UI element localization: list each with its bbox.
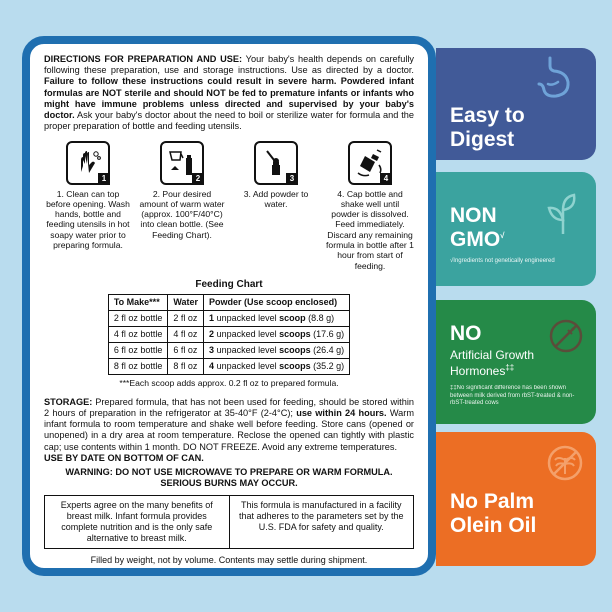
- no-palm-leaf-icon: [546, 444, 584, 482]
- info-boxes: [44, 495, 414, 549]
- scoop-desc: unpacked level: [214, 361, 280, 372]
- directions-paragraph: [44, 54, 414, 133]
- make-cell: 8 fl oz bottle: [108, 359, 168, 375]
- badge-title: No Palm: [450, 490, 535, 513]
- storage-text: Prepared formula, that has not been used for feeding, should be stored within 2 hours of preparation in the refrigerator at 35-40°F (2-4°C);: [44, 396, 414, 418]
- storage-text-2: Warm infant formula to room temperature and shake well before feeding. Store cans (opened or unopened) in a dry area at room temperature. Reclose the opened can tightly with plastic cap; use contents within 1 month. DO NOT FREEZE. Avoid any extreme temperatures.: [44, 407, 414, 452]
- scoop-desc: unpacked level: [214, 329, 280, 340]
- table-header-row: [108, 295, 349, 311]
- directions-text-2: Ask your baby's doctor about the need to boil or sterilize water for formula and the proper preparation of bottle and feeding utensils.: [44, 110, 414, 132]
- easy-to-digest-badge: [436, 48, 596, 160]
- step-text: 1. Clean can top before opening. Wash hands, bottle and feeding utensils in hot soapy water prior to preparing formula.: [46, 188, 130, 251]
- filled-by-weight-note: Filled by weight, not by volume. Contents may settle during shipment.: [90, 555, 368, 566]
- badge-title: NO: [450, 322, 482, 345]
- microwave-warning: [44, 467, 414, 489]
- warning-line: WARNING: DO NOT USE MICROWAVE TO PREPARE OR WARM FORMULA.: [65, 467, 393, 478]
- scoop-amount: (8.8 g): [305, 313, 335, 324]
- badge-title: Olein Oil: [450, 514, 537, 538]
- badge-footnote: ‡‡No significant difference has been shown between milk derived from rbST-treated & non-rbST-treated cows: [450, 385, 575, 407]
- storage-paragraph: [44, 397, 414, 453]
- step-text: 4. Cap bottle and shake well until powder is dissolved. Feed immediately. Discard any remaining formula in bottle after 1 hour from start of feeding.: [326, 188, 414, 271]
- powder-cell: [204, 327, 350, 343]
- scoop-amount: (17.6 g): [310, 329, 345, 340]
- add-powder-icon: [254, 141, 298, 185]
- scoop-desc: unpacked level: [214, 313, 280, 324]
- column-header: To Make***: [108, 295, 168, 311]
- step-text: 2. Pour desired amount of warm water (approx. 100°F/40°C) into clean bottle. (See Feeding Chart).: [139, 188, 225, 240]
- make-cell: 4 fl oz bottle: [108, 327, 168, 343]
- no-hormones-badge: [436, 300, 596, 424]
- badge-title: GMO: [450, 228, 501, 252]
- directions-heading: DIRECTIONS FOR PREPARATION AND USE:: [44, 54, 243, 64]
- badge-title: Digest: [450, 128, 515, 152]
- table-row: [108, 359, 349, 375]
- preparation-steps: [44, 141, 414, 272]
- table-row: [108, 327, 349, 343]
- step-number: 2: [192, 173, 204, 185]
- use-by-note: USE BY DATE ON BOTTOM OF CAN.: [44, 452, 204, 463]
- scoop-unit: scoops: [279, 329, 311, 340]
- footnote-mark: √: [500, 231, 505, 241]
- scoop-amount: (35.2 g): [310, 361, 345, 372]
- step-number: 3: [286, 173, 298, 185]
- scoop-unit: scoop: [279, 313, 306, 324]
- hand-wash-icon: [66, 141, 110, 185]
- step-number: 1: [98, 173, 110, 185]
- table-row: [108, 311, 349, 327]
- badge-title: NON: [450, 204, 497, 227]
- scoop-amount: (26.4 g): [310, 345, 345, 356]
- water-cell: 8 fl oz: [168, 359, 204, 375]
- spanish-instructions: [44, 567, 414, 576]
- powder-cell: [204, 359, 350, 375]
- scoop-count: 4: [209, 361, 215, 372]
- table-row: [108, 343, 349, 359]
- scoop-count: 2: [209, 329, 215, 340]
- step-3: [232, 141, 320, 272]
- badge-title: Easy to: [450, 104, 525, 127]
- step-text: 3. Add powder to water.: [243, 188, 309, 209]
- stomach-icon: [536, 56, 576, 100]
- spanish-instructions-text: Spanish Instructions: www.storebrandformula.com/espanol/Z97: [111, 567, 364, 576]
- footnote-mark: ‡‡: [505, 363, 515, 373]
- column-header: Powder (Use scoop enclosed): [204, 295, 350, 311]
- no-palm-olein-badge: [436, 432, 596, 566]
- step-1: [44, 141, 132, 272]
- badge-subtitle: Artificial Growth Hormones: [450, 348, 535, 379]
- feeding-chart-table: [108, 294, 350, 375]
- scoop-count: 1: [209, 313, 215, 324]
- breast-milk-box: Experts agree on the many benefits of breast milk. Infant formula provides complete nutrition and is the only safe alternative to breast milk.: [60, 500, 213, 544]
- leaf-sprout-icon: [544, 192, 582, 236]
- water-cell: 2 fl oz: [168, 311, 204, 327]
- step-number: 4: [380, 173, 392, 185]
- powder-cell: [204, 311, 350, 327]
- scoop-count: 3: [209, 345, 215, 356]
- scoop-unit: scoops: [279, 361, 311, 372]
- non-gmo-badge: [436, 172, 596, 286]
- water-cell: 6 fl oz: [168, 343, 204, 359]
- directions-text: Your baby's health depends on carefully following these preparation, use and storage instructions. Use as directed by a doctor.: [44, 54, 414, 76]
- step-2: [138, 141, 226, 272]
- scoop-note: ***Each scoop adds approx. 0.2 fl oz to prepared formula.: [119, 378, 339, 389]
- storage-heading: STORAGE:: [44, 396, 93, 407]
- storage-use-within: use within 24 hours.: [296, 407, 387, 418]
- no-syringe-icon: [548, 318, 584, 354]
- directions-warning: Failure to follow these instructions could result in severe harm. Powdered infant formulas are NOT sterile and should NOT be fed to premature infants or infants who might have immune problems unless directed and supervised by your baby's doctor.: [44, 76, 414, 121]
- make-cell: 2 fl oz bottle: [108, 311, 168, 327]
- instructions-label: [22, 36, 436, 576]
- shake-bottle-icon: [348, 141, 392, 185]
- badge-footnote: √Ingredients not genetically engineered: [450, 258, 555, 265]
- powder-cell: [204, 343, 350, 359]
- column-header: Water: [168, 295, 204, 311]
- water-cell: 4 fl oz: [168, 327, 204, 343]
- feeding-chart-title: Feeding Chart: [195, 279, 263, 291]
- step-4: [326, 141, 414, 272]
- make-cell: 6 fl oz bottle: [108, 343, 168, 359]
- es-badge: ES: [94, 568, 109, 576]
- pour-water-icon: [160, 141, 204, 185]
- fda-box: This formula is manufactured in a facility that adheres to the parameters set by the U.S. FDA for safety and quality.: [229, 496, 414, 548]
- scoop-unit: scoops: [279, 345, 311, 356]
- warning-line: SERIOUS BURNS MAY OCCUR.: [160, 478, 298, 489]
- scoop-desc: unpacked level: [214, 345, 280, 356]
